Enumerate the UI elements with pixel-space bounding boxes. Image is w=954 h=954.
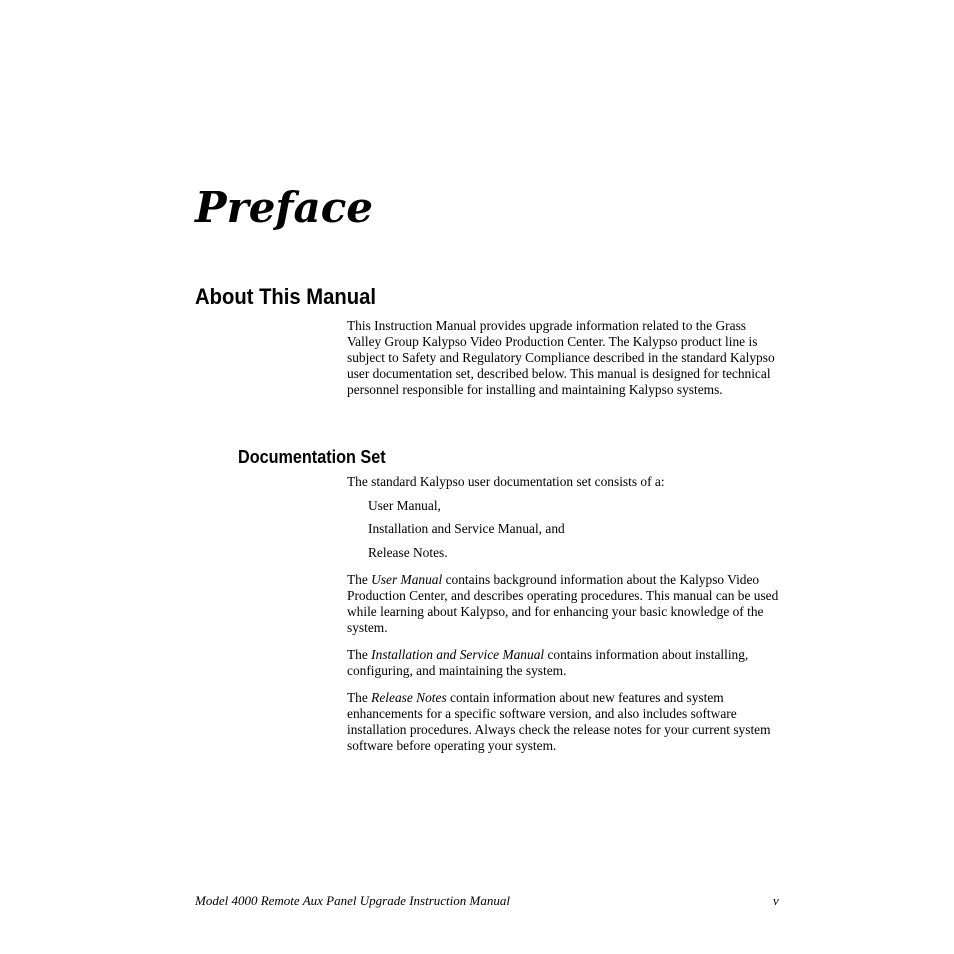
footer-page-number: v	[773, 893, 779, 908]
docset-list-item-user-manual: User Manual,	[368, 498, 441, 513]
install-manual-title: Installation and Service Manual	[371, 647, 545, 662]
footer-manual-title: Model 4000 Remote Aux Panel Upgrade Instruction Manual	[195, 893, 510, 908]
docset-list-item-installation-manual: Installation and Service Manual, and	[368, 521, 565, 536]
subsection-heading-documentation-set: Documentation Set	[238, 447, 386, 467]
release-notes-paragraph	[347, 690, 783, 754]
page-title: Preface	[195, 183, 374, 232]
release-notes-pre: The	[347, 690, 372, 705]
release-notes-post: contain information about new features and system enhancements for a specific software version, and also includes software installation procedures. Always check the release notes for your current system software before operating your system.	[347, 690, 771, 753]
user-manual-paragraph	[347, 572, 783, 636]
docset-intro: The standard Kalypso user documentation set consists of a:	[347, 474, 665, 489]
release-notes-title: Release Notes	[371, 690, 447, 705]
docset-list-item-release-notes: Release Notes.	[368, 545, 448, 560]
about-paragraph: This Instruction Manual provides upgrade information related to the Grass Valley Group Kalypso Video Production Center. The Kalypso product line is subject to Safety and Regulatory Compliance described in the standard Kalypso user documentation set, described below. This manual is designed for technical personnel responsible for installing and maintaining Kalypso systems.	[347, 318, 775, 397]
section-heading-about-this-manual: About This Manual	[195, 284, 377, 309]
user-manual-title: User Manual	[371, 572, 443, 587]
user-manual-post: contains background information about the Kalypso Video Production Center, and describes operating procedures. This manual can be used while learning about Kalypso, and for enhancing your basic knowledge of the system.	[347, 572, 779, 635]
install-manual-post: contains information about installing, configuring, and maintaining the system.	[347, 647, 749, 678]
installation-manual-paragraph	[347, 647, 783, 679]
install-manual-pre: The	[347, 647, 372, 662]
user-manual-pre: The	[347, 572, 372, 587]
